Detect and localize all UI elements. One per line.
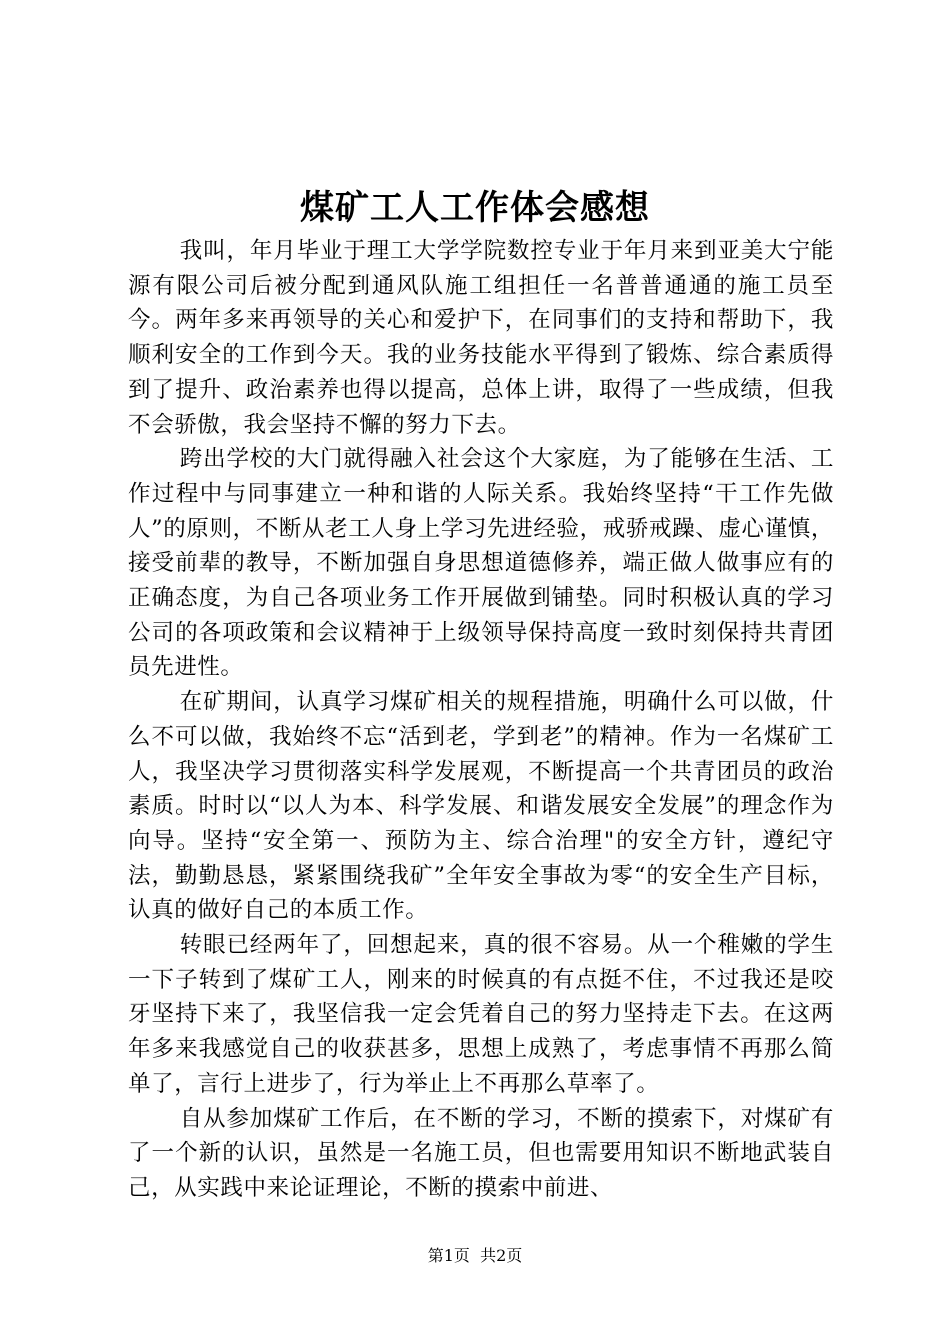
paragraph-2: 跨出学校的大门就得融入社会这个大家庭，为了能够在生活、工作过程中与同事建立一种和谐的人际关系。我始终坚持“干工作先做人”的原则，不断从老工人身上学习先进经验，戒骄戒躁、虚心谨慎，接受前辈的教导，不断加强自身思想道德修养，端正做人做事应有的正确态度，为自己各项业务工作开展做到铺垫。同时积极认真的学习公司的各项政策和会议精神于上级领导保持高度一致时刻保持共青团员先进性。 bbox=[128, 446, 834, 681]
paragraph-4: 转眼已经两年了，回想起来，真的很不容易。从一个稚嫩的学生一下子转到了煤矿工人，刚来的时候真的有点挺不住，不过我还是咬牙坚持下来了，我坚信我一定会凭着自己的努力坚持走下去。在这两年多来我感觉自己的收获甚多，思想上成熟了，考虑事情不再那么简单了，言行上进步了，行为举止上不再那么草率了。 bbox=[128, 932, 834, 1097]
page-footer bbox=[0, 1244, 950, 1268]
page-number: 第1页 bbox=[427, 1246, 470, 1265]
paragraph-5: 自从参加煤矿工作后，在不断的学习，不断的摸索下，对煤矿有了一个新的认识，虽然是一名施工员，但也需要用知识不断地武装自己，从实践中来论证理论，不断的摸索中前进、 bbox=[128, 1105, 834, 1201]
paragraph-3: 在矿期间，认真学习煤矿相关的规程措施，明确什么可以做，什么不可以做，我始终不忘“活到老，学到老”的精神。作为一名煤矿工人，我坚决学习贯彻落实科学发展观，不断提高一个共青团员的政治素质。时时以“以人为本、科学发展、和谐发展安全发展”的理念作为向导。坚持“安全第一、预防为主、综合治理"的安全方针，遵纪守法，勤勤恳恳，紧紧围绕我矿”全年安全事故为零“的安全生产目标，认真的做好自己的本质工作。 bbox=[128, 689, 834, 924]
document-body bbox=[128, 234, 834, 1206]
document-title: 煤矿工人工作体会感想 bbox=[300, 188, 650, 228]
paragraph-1: 我叫，年月毕业于理工大学学院数控专业于年月来到亚美大宁能源有限公司后被分配到通风队施工组担任一名普普通通的施工员至今。两年多来再领导的关心和爱护下，在同事们的支持和帮助下，我顺利安全的工作到今天。我的业务技能水平得到了锻炼、综合素质得到了提升、政治素养也得以提高，总体上讲，取得了一些成绩，但我不会骄傲，我会坚持不懈的努力下去。 bbox=[128, 238, 834, 438]
page-total: 共2页 bbox=[480, 1246, 523, 1265]
